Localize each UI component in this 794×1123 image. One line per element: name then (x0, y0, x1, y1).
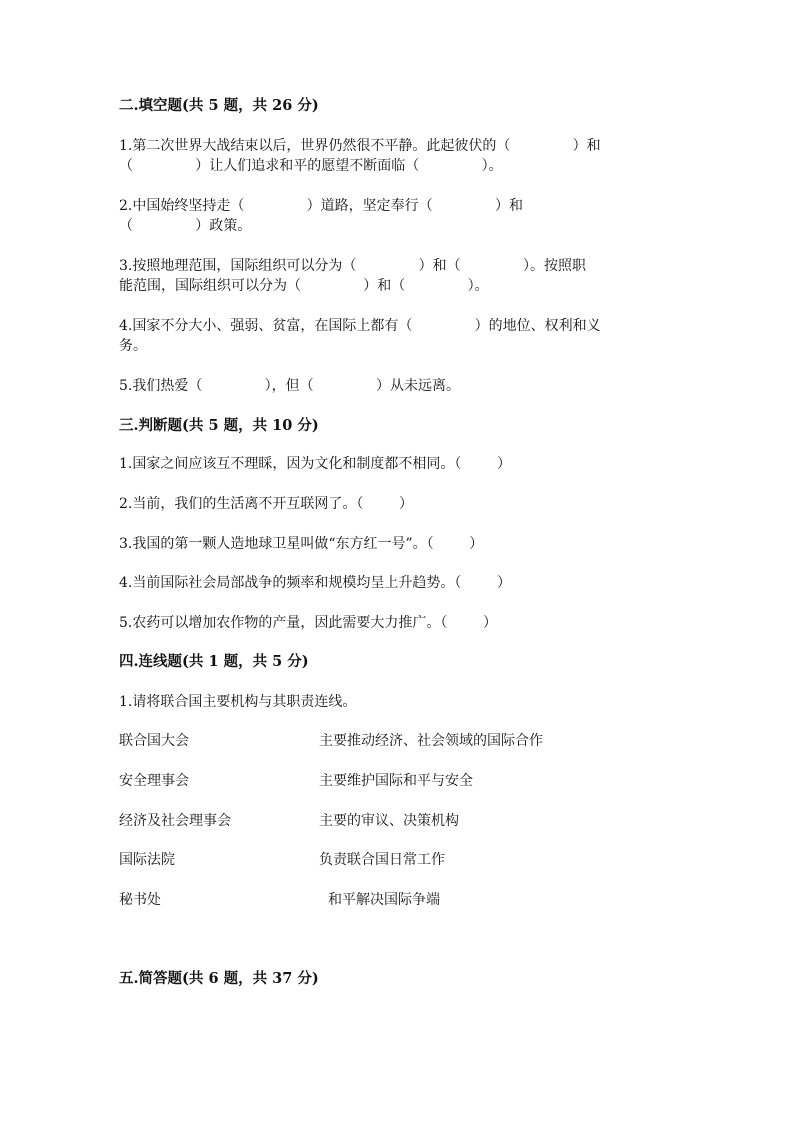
question-text: 4.当前国际社会局部战争的频率和规模均呈上升趋势。（ ） (119, 575, 511, 591)
section-heading: 二.填空题(共 5 题，共 26 分) (119, 97, 319, 114)
question-text: 2.当前，我们的生活离不开互联网了。（ ） (119, 496, 413, 512)
match-right-item: 主要推动经济、社会领域的国际合作 (319, 733, 543, 749)
match-left-item: 联合国大会 (119, 733, 189, 749)
question-text: 5.农药可以增加农作物的产量，因此需要大力推广。（ ） (119, 615, 497, 631)
question-text: 2.中国始终坚持走（ ）道路，坚定奉行（ ）和 (119, 198, 523, 214)
question-text: 1.请将联合国主要机构与其职责连线。 (119, 694, 357, 710)
question-text: 5.我们热爱（ ），但（ ）从未远离。 (119, 378, 460, 394)
question-text: 4.国家不分大小、强弱、贫富，在国际上都有（ ）的地位、权利和义 (119, 318, 601, 334)
question-text: 能范围，国际组织可以分为（ ）和（ ）。 (119, 278, 489, 294)
match-right-item: 主要的审议、决策机构 (319, 813, 459, 829)
match-right-item: 主要维护国际和平与安全 (319, 773, 473, 789)
match-right-item: 负责联合国日常工作 (319, 852, 445, 868)
question-text: 3.按照地理范围，国际组织可以分为（ ）和（ ）。按照职 (119, 258, 586, 274)
section-heading: 四.连线题(共 1 题，共 5 分) (119, 653, 309, 670)
match-right-item: 和平解决国际争端 (328, 892, 440, 908)
question-text: （ ）让人们追求和平的愿望不断面临（ ）。 (119, 158, 503, 174)
section-heading: 五.简答题(共 6 题，共 37 分) (119, 970, 319, 987)
match-left-item: 秘书处 (119, 892, 161, 908)
match-left-item: 国际法院 (119, 852, 175, 868)
match-left-item: 经济及社会理事会 (119, 813, 231, 829)
question-text: 3.我国的第一颗人造地球卫星叫做“东方红一号”。（ ） (119, 536, 484, 552)
question-text: （ ）政策。 (119, 218, 252, 234)
question-text: 务。 (119, 338, 147, 354)
question-text: 1.国家之间应该互不理睬，因为文化和制度都不相同。（ ） (119, 456, 511, 472)
section-heading: 三.判断题(共 5 题，共 10 分) (119, 417, 319, 434)
match-left-item: 安全理事会 (119, 773, 189, 789)
question-text: 1.第二次世界大战结束以后，世界仍然很不平静。此起彼伏的（ ）和 (119, 138, 601, 154)
